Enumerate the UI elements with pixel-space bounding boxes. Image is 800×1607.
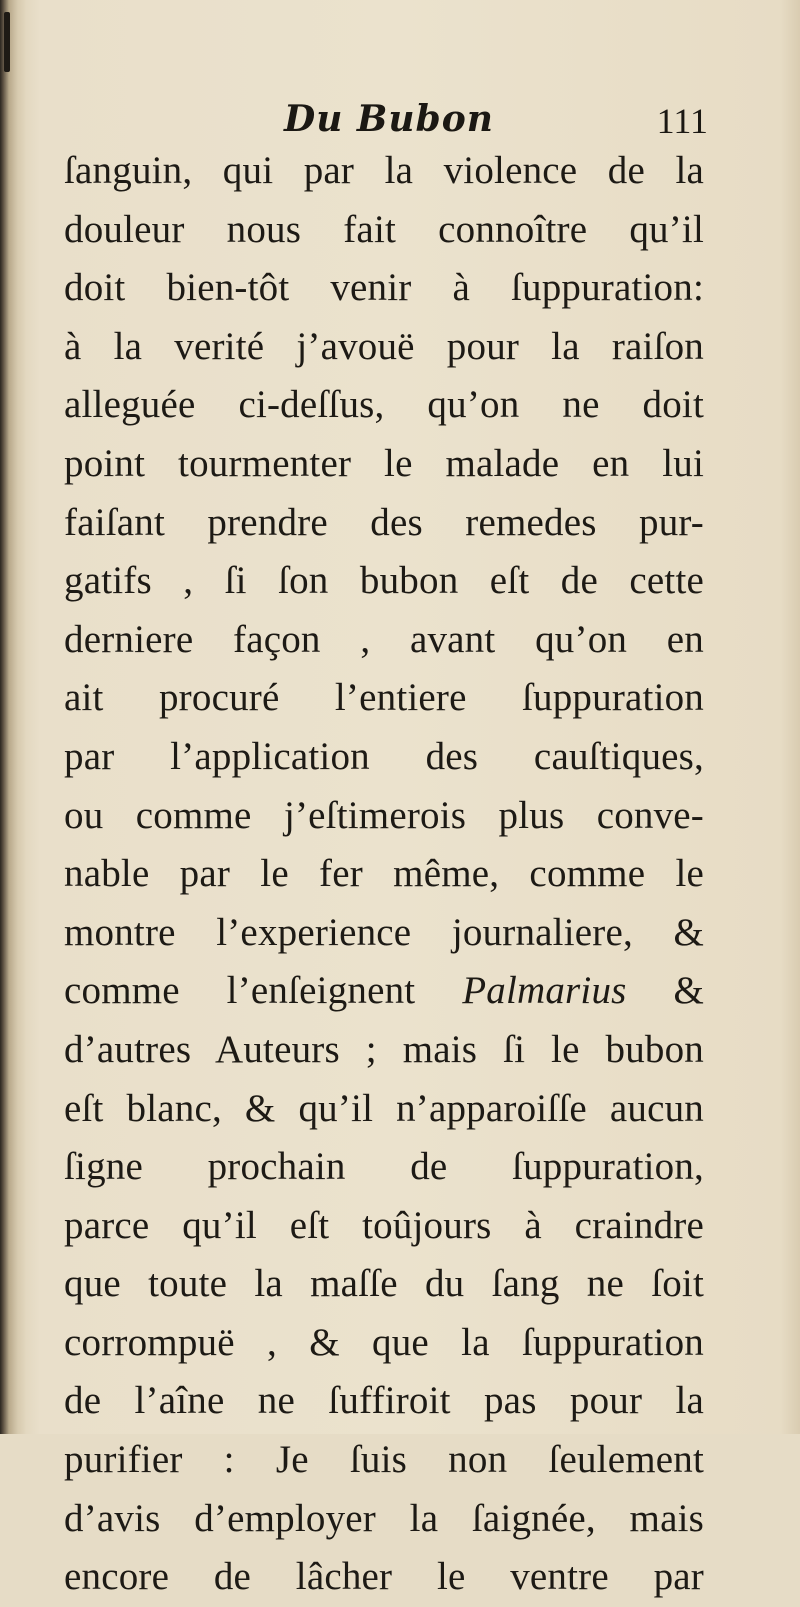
body-text — [64, 142, 704, 1607]
text-line: purifier : Je ſuis non ſeulement — [64, 1438, 704, 1482]
text-line: douleur nous fait connoître qu’il — [64, 207, 704, 251]
text-line: gatifs , ſi ſon bubon eſt de cette — [64, 559, 704, 603]
text-line: faiſant prendre des remedes pur- — [64, 500, 704, 544]
text-line-with-italic — [64, 962, 704, 1021]
binding-thread-mark — [4, 12, 10, 72]
binding-edge — [0, 0, 26, 1434]
text-line: à la verité j’avouë pour la raiſon — [64, 324, 704, 368]
page-number: 111 — [656, 101, 708, 141]
text-line: d’autres Auteurs ; mais ſi le bubon — [64, 1027, 704, 1071]
text-line: d’avis d’employer la ſaignée, mais — [64, 1496, 704, 1540]
text-line: encore de lâcher le ventre par — [64, 1555, 704, 1599]
text-line: par l’application des cauſtiques, — [64, 734, 704, 778]
text-line: eſt blanc, & qu’il n’apparoiſſe aucun — [64, 1086, 704, 1130]
text-line: corrompuë , & que la ſuppuration — [64, 1320, 704, 1364]
text-line: parce qu’il eſt toûjours à craindre — [64, 1203, 704, 1247]
text-line: montre l’experience journaliere, & — [64, 910, 704, 954]
page-header — [60, 98, 720, 148]
text-line: ſanguin, qui par la violence de la — [64, 149, 704, 192]
italic-author-name: Palmarius — [462, 969, 627, 1013]
text-segment: comme l’enſeignent — [64, 969, 416, 1013]
text-line: doit bien-tôt venir à ſuppuration: — [64, 266, 704, 310]
text-line: ait procuré l’entiere ſuppuration — [64, 676, 704, 720]
text-line: que toute la maſſe du ſang ne ſoit — [64, 1262, 704, 1306]
text-line: derniere façon , avant qu’on en — [64, 617, 704, 661]
text-line: alleguée ci-deſſus, qu’on ne doit — [64, 383, 704, 427]
text-segment: & — [673, 969, 704, 1013]
text-line: nable par le fer même, comme le — [64, 852, 704, 896]
text-line: ou comme j’eſtimerois plus conve- — [64, 793, 704, 837]
running-title: Du Bubon — [284, 98, 494, 140]
text-line: point tourmenter le malade en lui — [64, 441, 704, 485]
text-line: ſigne prochain de ſuppuration, — [64, 1145, 704, 1189]
text-line: de l’aîne ne ſuffiroit pas pour la — [64, 1379, 704, 1423]
